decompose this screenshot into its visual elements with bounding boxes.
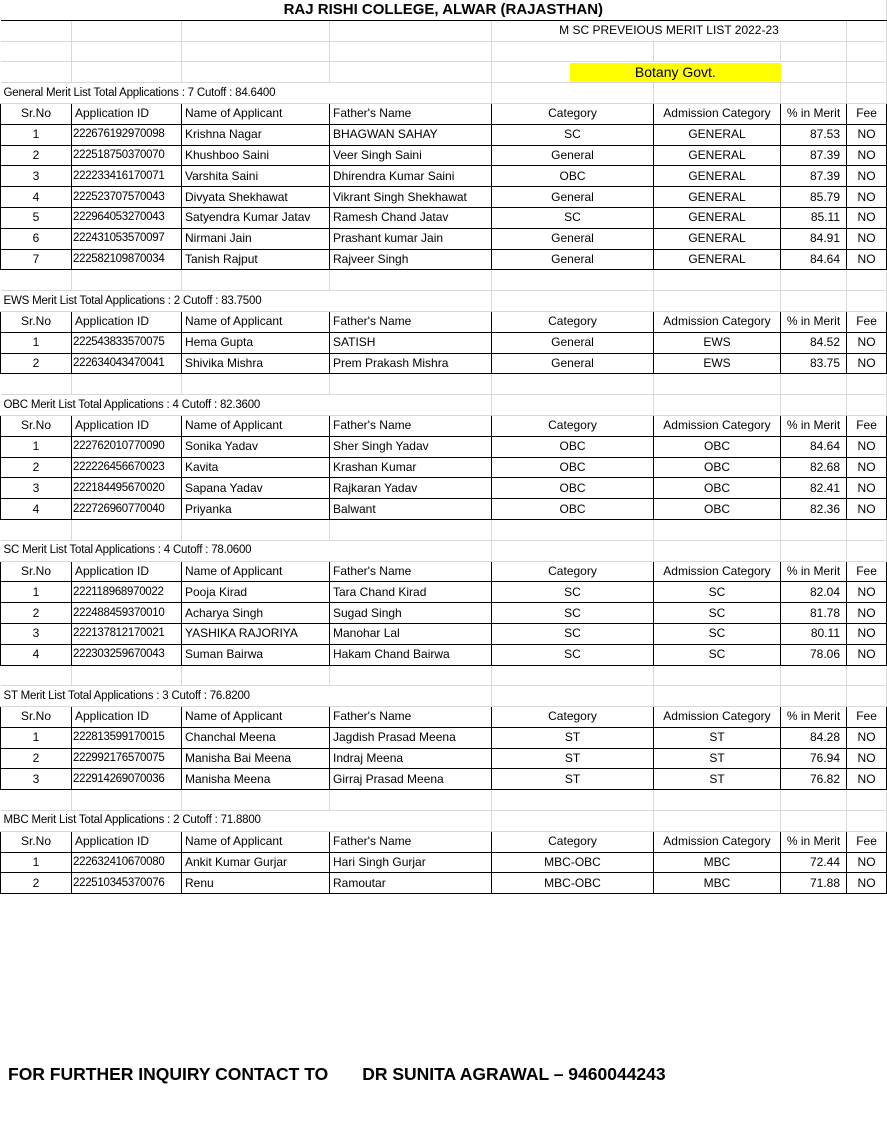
table-cell: 82.36 (781, 499, 847, 520)
table-cell: Priyanka (182, 499, 330, 520)
table-cell: Shivika Mishra (182, 353, 330, 374)
table-cell: SC (492, 124, 654, 145)
table-cell: Sapana Yadav (182, 478, 330, 499)
table-cell: SC (492, 623, 654, 644)
column-header-row (1, 103, 887, 124)
table-cell: 222488459370010 (72, 603, 182, 624)
section-caption: SC Merit List Total Applications : 4 Cutoff : 78.0600 (1, 540, 492, 561)
table-cell: NO (847, 603, 887, 624)
table-cell: Suman Bairwa (182, 644, 330, 665)
spacer-row (1, 270, 887, 291)
table-cell: NO (847, 187, 887, 208)
table-cell: EWS (654, 353, 781, 374)
table-row (1, 769, 887, 790)
table-cell: NO (847, 873, 887, 894)
column-header: Admission Category (654, 415, 781, 436)
column-header: Name of Applicant (182, 831, 330, 852)
table-cell: OBC (654, 457, 781, 478)
table-cell: 83.75 (781, 353, 847, 374)
table-cell: Ramesh Chand Jatav (330, 207, 492, 228)
column-header: Category (492, 415, 654, 436)
table-cell: Sonika Yadav (182, 436, 330, 457)
column-header: Application ID (72, 415, 182, 436)
table-cell: 2 (1, 353, 72, 374)
table-cell: General (492, 228, 654, 249)
table-cell: Kavita (182, 457, 330, 478)
section-caption: OBC Merit List Total Applications : 4 Cutoff : 82.3600 (1, 395, 492, 416)
table-cell: NO (847, 124, 887, 145)
table-cell: NO (847, 166, 887, 187)
table-cell: 222762010770090 (72, 436, 182, 457)
column-header: Fee (847, 561, 887, 582)
column-header: Application ID (72, 311, 182, 332)
column-header: Name of Applicant (182, 103, 330, 124)
table-cell: NO (847, 644, 887, 665)
section-caption: EWS Merit List Total Applications : 2 Cutoff : 83.7500 (1, 291, 492, 312)
table-cell: 80.11 (781, 623, 847, 644)
table-cell: SC (492, 582, 654, 603)
table-cell: 222233416170071 (72, 166, 182, 187)
table-cell: 1 (1, 852, 72, 873)
table-cell: 81.78 (781, 603, 847, 624)
column-header: Admission Category (654, 707, 781, 728)
table-cell: 84.64 (781, 249, 847, 270)
table-cell: Sugad Singh (330, 603, 492, 624)
table-row (1, 353, 887, 374)
table-cell: Sher Singh Yadav (330, 436, 492, 457)
table-cell: NO (847, 623, 887, 644)
table-cell: Hakam Chand Bairwa (330, 644, 492, 665)
column-header: % in Merit (781, 311, 847, 332)
table-cell: 3 (1, 166, 72, 187)
table-cell: 222518750370070 (72, 145, 182, 166)
column-header: Fee (847, 103, 887, 124)
table-cell: OBC (492, 166, 654, 187)
table-cell: GENERAL (654, 228, 781, 249)
table-cell: SC (492, 644, 654, 665)
column-header: Father's Name (330, 707, 492, 728)
table-cell: SATISH (330, 332, 492, 353)
table-cell: Indraj Meena (330, 748, 492, 769)
table-cell: 222676192970098 (72, 124, 182, 145)
table-row (1, 436, 887, 457)
table-cell: Chanchal Meena (182, 727, 330, 748)
table-cell: 4 (1, 499, 72, 520)
table-cell: 85.79 (781, 187, 847, 208)
table-cell: 222303259670043 (72, 644, 182, 665)
table-cell: OBC (654, 436, 781, 457)
table-cell: NO (847, 478, 887, 499)
table-cell: Veer Singh Saini (330, 145, 492, 166)
table-row (1, 499, 887, 520)
merit-list-subtitle: M SC PREVEIOUS MERIT LIST 2022-23 (492, 20, 847, 41)
section-caption: General Merit List Total Applications : 7 Cutoff : 84.6400 (1, 83, 492, 104)
table-row (1, 852, 887, 873)
table-cell: 76.82 (781, 769, 847, 790)
table-cell: 72.44 (781, 852, 847, 873)
table-cell: 2 (1, 873, 72, 894)
table-cell: OBC (654, 478, 781, 499)
column-header: Admission Category (654, 103, 781, 124)
column-header: Sr.No (1, 103, 72, 124)
table-cell: General (492, 332, 654, 353)
table-cell: NO (847, 353, 887, 374)
table-cell: ST (654, 748, 781, 769)
table-cell: 222118968970022 (72, 582, 182, 603)
table-cell: Hema Gupta (182, 332, 330, 353)
table-cell: General (492, 145, 654, 166)
table-cell: 85.11 (781, 207, 847, 228)
footer-label: FOR FURTHER INQUIRY CONTACT TO (8, 1064, 329, 1084)
table-row (1, 873, 887, 894)
table-cell: 222510345370076 (72, 873, 182, 894)
column-header: Application ID (72, 561, 182, 582)
table-cell: 222992176570075 (72, 748, 182, 769)
table-row (1, 124, 887, 145)
table-cell: Manisha Bai Meena (182, 748, 330, 769)
table-cell: NO (847, 249, 887, 270)
table-cell: 3 (1, 478, 72, 499)
table-row (1, 145, 887, 166)
table-cell: 222137812170021 (72, 623, 182, 644)
table-cell: 222523707570043 (72, 187, 182, 208)
table-row (1, 166, 887, 187)
table-cell: Krishna Nagar (182, 124, 330, 145)
table-cell: NO (847, 499, 887, 520)
table-row (1, 623, 887, 644)
table-cell: NO (847, 727, 887, 748)
table-cell: 222964053270043 (72, 207, 182, 228)
table-cell: OBC (492, 436, 654, 457)
column-header-row (1, 415, 887, 436)
column-header: Category (492, 103, 654, 124)
table-cell: 7 (1, 249, 72, 270)
table-cell: SC (492, 207, 654, 228)
table-cell: Prem Prakash Mishra (330, 353, 492, 374)
column-header: % in Merit (781, 831, 847, 852)
table-cell: SC (654, 582, 781, 603)
table-cell: SC (492, 603, 654, 624)
column-header: Application ID (72, 831, 182, 852)
table-cell: 4 (1, 187, 72, 208)
contact-footer (8, 1064, 666, 1085)
table-cell: 76.94 (781, 748, 847, 769)
section-caption: MBC Merit List Total Applications : 2 Cutoff : 71.8800 (1, 811, 492, 832)
table-cell: OBC (492, 457, 654, 478)
table-cell: Divyata Shekhawat (182, 187, 330, 208)
table-cell: NO (847, 457, 887, 478)
table-cell: 71.88 (781, 873, 847, 894)
table-cell: 1 (1, 124, 72, 145)
table-cell: 1 (1, 332, 72, 353)
table-cell: 87.39 (781, 166, 847, 187)
column-header: Fee (847, 831, 887, 852)
table-cell: General (492, 353, 654, 374)
section-caption: ST Merit List Total Applications : 3 Cutoff : 76.8200 (1, 686, 492, 707)
table-cell: 222582109870034 (72, 249, 182, 270)
table-cell: Dhirendra Kumar Saini (330, 166, 492, 187)
spacer-row (1, 519, 887, 540)
table-row (1, 228, 887, 249)
table-cell: 84.28 (781, 727, 847, 748)
column-header: Father's Name (330, 415, 492, 436)
table-cell: 222914269070036 (72, 769, 182, 790)
table-cell: Girraj Prasad Meena (330, 769, 492, 790)
table-cell: GENERAL (654, 166, 781, 187)
table-cell: Tanish Rajput (182, 249, 330, 270)
column-header: Father's Name (330, 561, 492, 582)
table-cell: Prashant kumar Jain (330, 228, 492, 249)
table-cell: 6 (1, 228, 72, 249)
table-cell: Rajveer Singh (330, 249, 492, 270)
table-cell: GENERAL (654, 207, 781, 228)
column-header: Name of Applicant (182, 311, 330, 332)
section-caption-row (1, 811, 887, 832)
column-header: % in Merit (781, 561, 847, 582)
table-row (1, 187, 887, 208)
table-row (1, 644, 887, 665)
table-cell: OBC (492, 499, 654, 520)
table-cell: MBC (654, 852, 781, 873)
column-header: Father's Name (330, 103, 492, 124)
column-header: Fee (847, 415, 887, 436)
table-cell: Manisha Meena (182, 769, 330, 790)
column-header: % in Merit (781, 103, 847, 124)
table-cell: Satyendra Kumar Jatav (182, 207, 330, 228)
column-header: Admission Category (654, 311, 781, 332)
column-header: Father's Name (330, 831, 492, 852)
table-cell: MBC (654, 873, 781, 894)
table-cell: 222226456670023 (72, 457, 182, 478)
table-cell: 84.91 (781, 228, 847, 249)
column-header: Admission Category (654, 561, 781, 582)
table-cell: 1 (1, 727, 72, 748)
table-cell: Balwant (330, 499, 492, 520)
table-cell: MBC-OBC (492, 852, 654, 873)
table-cell: Vikrant Singh Shekhawat (330, 187, 492, 208)
table-cell: 2 (1, 457, 72, 478)
table-cell: MBC-OBC (492, 873, 654, 894)
table-cell: OBC (492, 478, 654, 499)
table-cell: 2 (1, 145, 72, 166)
table-cell: Renu (182, 873, 330, 894)
table-cell: Nirmani Jain (182, 228, 330, 249)
table-cell: 82.04 (781, 582, 847, 603)
table-row (1, 332, 887, 353)
column-header: Category (492, 831, 654, 852)
table-cell: Ankit Kumar Gurjar (182, 852, 330, 873)
spacer-row (1, 665, 887, 686)
table-cell: GENERAL (654, 145, 781, 166)
table-cell: Khushboo Saini (182, 145, 330, 166)
table-cell: NO (847, 582, 887, 603)
college-title: RAJ RISHI COLLEGE, ALWAR (RAJASTHAN) (1, 0, 887, 20)
column-header: Father's Name (330, 311, 492, 332)
table-cell: 222634043470041 (72, 353, 182, 374)
table-cell: SC (654, 603, 781, 624)
column-header: Category (492, 707, 654, 728)
table-cell: NO (847, 436, 887, 457)
table-cell: Tara Chand Kirad (330, 582, 492, 603)
sections-body (1, 83, 887, 894)
table-cell: 2 (1, 603, 72, 624)
table-row (1, 727, 887, 748)
table-cell: 222184495670020 (72, 478, 182, 499)
subject-highlight: Botany Govt. (570, 63, 780, 82)
table-cell: GENERAL (654, 187, 781, 208)
table-cell: Rajkaran Yadav (330, 478, 492, 499)
table-cell: EWS (654, 332, 781, 353)
spacer-row (1, 374, 887, 395)
column-header: Fee (847, 707, 887, 728)
table-cell: Pooja Kirad (182, 582, 330, 603)
section-caption-row (1, 83, 887, 104)
table-cell: 222726960770040 (72, 499, 182, 520)
column-header: % in Merit (781, 707, 847, 728)
table-cell: 82.68 (781, 457, 847, 478)
section-caption-row (1, 395, 887, 416)
table-cell: GENERAL (654, 124, 781, 145)
table-cell: 222543833570075 (72, 332, 182, 353)
table-cell: 87.39 (781, 145, 847, 166)
table-cell: General (492, 187, 654, 208)
table-cell: NO (847, 145, 887, 166)
section-caption-row (1, 540, 887, 561)
column-header: Sr.No (1, 561, 72, 582)
table-cell: 3 (1, 623, 72, 644)
table-cell: NO (847, 228, 887, 249)
table-cell: 2 (1, 748, 72, 769)
table-cell: 222813599170015 (72, 727, 182, 748)
column-header: Name of Applicant (182, 415, 330, 436)
column-header: Admission Category (654, 831, 781, 852)
column-header: Name of Applicant (182, 707, 330, 728)
table-cell: 222431053570097 (72, 228, 182, 249)
column-header: Sr.No (1, 831, 72, 852)
table-cell: Jagdish Prasad Meena (330, 727, 492, 748)
table-cell: BHAGWAN SAHAY (330, 124, 492, 145)
table-cell: General (492, 249, 654, 270)
section-caption-row (1, 686, 887, 707)
table-cell: 222632410670080 (72, 852, 182, 873)
table-cell: Manohar Lal (330, 623, 492, 644)
column-header: Fee (847, 311, 887, 332)
table-row (1, 603, 887, 624)
column-header-row (1, 831, 887, 852)
table-cell: OBC (654, 499, 781, 520)
table-cell: 1 (1, 436, 72, 457)
table-cell: 87.53 (781, 124, 847, 145)
column-header-row (1, 561, 887, 582)
table-cell: 4 (1, 644, 72, 665)
table-cell: NO (847, 852, 887, 873)
table-cell: SC (654, 644, 781, 665)
table-row (1, 748, 887, 769)
footer-contact: DR SUNITA AGRAWAL – 9460044243 (362, 1064, 666, 1084)
table-cell: ST (492, 727, 654, 748)
table-cell: 5 (1, 207, 72, 228)
table-cell: NO (847, 332, 887, 353)
table-row (1, 582, 887, 603)
column-header: Category (492, 311, 654, 332)
table-cell: 1 (1, 582, 72, 603)
column-header: Application ID (72, 707, 182, 728)
column-header-row (1, 311, 887, 332)
table-row (1, 249, 887, 270)
column-header-row (1, 707, 887, 728)
table-cell: 3 (1, 769, 72, 790)
table-cell: NO (847, 769, 887, 790)
table-cell: 78.06 (781, 644, 847, 665)
table-row (1, 478, 887, 499)
table-cell: NO (847, 207, 887, 228)
table-cell: ST (654, 769, 781, 790)
table-row (1, 207, 887, 228)
table-cell: 84.64 (781, 436, 847, 457)
column-header: Application ID (72, 103, 182, 124)
column-header: Sr.No (1, 415, 72, 436)
table-cell: Acharya Singh (182, 603, 330, 624)
section-caption-row (1, 291, 887, 312)
table-cell: GENERAL (654, 249, 781, 270)
table-row (1, 457, 887, 478)
table-cell: Krashan Kumar (330, 457, 492, 478)
table-cell: ST (654, 727, 781, 748)
column-header: Sr.No (1, 311, 72, 332)
spacer-row (1, 790, 887, 811)
table-cell: 84.52 (781, 332, 847, 353)
column-header: Sr.No (1, 707, 72, 728)
table-cell: Varshita Saini (182, 166, 330, 187)
table-cell: 82.41 (781, 478, 847, 499)
table-cell: Hari Singh Gurjar (330, 852, 492, 873)
column-header: Category (492, 561, 654, 582)
table-cell: Ramoutar (330, 873, 492, 894)
column-header: % in Merit (781, 415, 847, 436)
table-cell: ST (492, 769, 654, 790)
table-cell: ST (492, 748, 654, 769)
table-cell: NO (847, 748, 887, 769)
table-cell: SC (654, 623, 781, 644)
table-cell: YASHIKA RAJORIYA (182, 623, 330, 644)
column-header: Name of Applicant (182, 561, 330, 582)
